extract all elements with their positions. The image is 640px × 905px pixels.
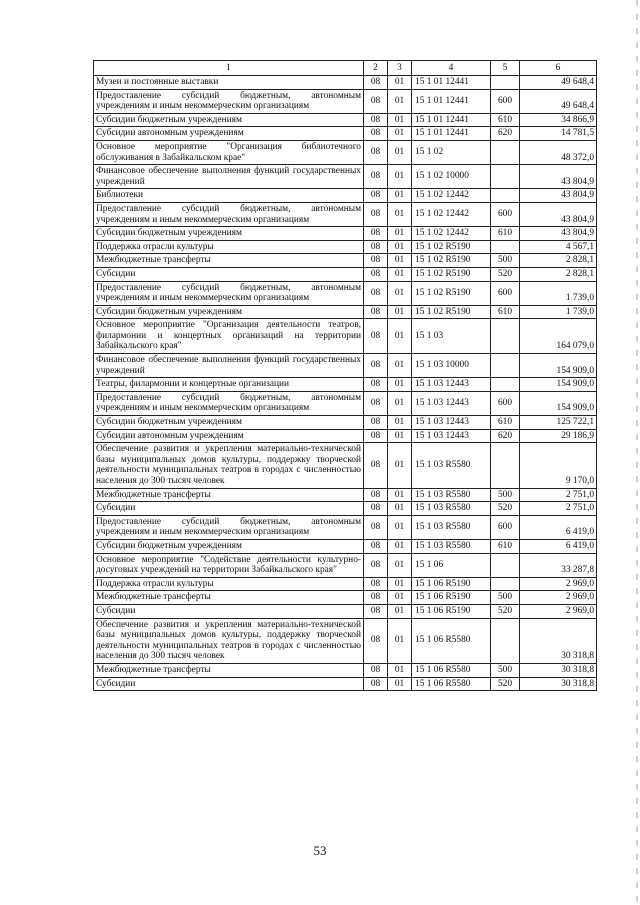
expense-type-cell (491, 240, 520, 254)
table-row (94, 267, 597, 281)
row-name-cell: Субсидии (94, 604, 364, 618)
expense-type-cell: 500 (491, 591, 520, 605)
subsection-code-cell: 01 (388, 378, 412, 392)
section-code-cell: 08 (364, 604, 388, 618)
target-article-cell: 15 1 02 R5190 (412, 281, 491, 305)
table-row (94, 591, 597, 605)
row-name-cell: Библиотеки (94, 189, 364, 203)
amount-cell: 30 318,8 (520, 618, 597, 663)
row-name-cell: Предоставление субсидий бюджетным, автономным учреждениям и иным некоммерческим организациям (94, 515, 364, 539)
target-article-cell: 15 1 02 10000 (412, 165, 491, 189)
subsection-code-cell: 01 (388, 189, 412, 203)
target-article-cell: 15 1 03 R5580 (412, 443, 491, 488)
table-row (94, 618, 597, 663)
table-row (94, 281, 597, 305)
row-name-cell: Финансовое обеспечение выполнения функций государственных учреждений (94, 165, 364, 189)
section-code-cell: 08 (364, 76, 388, 90)
expense-type-cell: 610 (491, 227, 520, 241)
target-article-cell: 15 1 02 R5190 (412, 240, 491, 254)
target-article-cell: 15 1 06 R5580 (412, 663, 491, 677)
table-row (94, 165, 597, 189)
amount-cell: 2 828,1 (520, 267, 597, 281)
subsection-code-cell: 01 (388, 354, 412, 378)
expense-type-cell: 500 (491, 254, 520, 268)
subsection-code-cell: 01 (388, 618, 412, 663)
table-row (94, 378, 597, 392)
expense-type-cell (491, 378, 520, 392)
row-name-cell: Межбюджетные трансферты (94, 488, 364, 502)
expense-type-cell (491, 76, 520, 90)
expense-type-cell: 610 (491, 416, 520, 430)
table-row (94, 227, 597, 241)
subsection-code-cell: 01 (388, 539, 412, 553)
table-row (94, 189, 597, 203)
target-article-cell: 15 1 02 12442 (412, 227, 491, 241)
amount-cell: 2 751,0 (520, 502, 597, 516)
section-code-cell: 08 (364, 443, 388, 488)
row-name-cell: Межбюджетные трансферты (94, 591, 364, 605)
section-code-cell: 08 (364, 227, 388, 241)
subsection-code-cell: 01 (388, 591, 412, 605)
amount-cell: 154 909,0 (520, 391, 597, 415)
target-article-cell: 15 1 03 10000 (412, 354, 491, 378)
table-row (94, 577, 597, 591)
subsection-code-cell: 01 (388, 488, 412, 502)
table-row (94, 539, 597, 553)
subsection-code-cell: 01 (388, 677, 412, 691)
amount-cell: 29 186,9 (520, 429, 597, 443)
expense-type-cell (491, 319, 520, 354)
subsection-code-cell: 01 (388, 254, 412, 268)
target-article-cell: 15 1 06 R5580 (412, 618, 491, 663)
table-row (94, 240, 597, 254)
table-row (94, 89, 597, 113)
row-name-cell: Предоставление субсидий бюджетным, автономным учреждениям и иным некоммерческим организациям (94, 202, 364, 226)
subsection-code-cell: 01 (388, 663, 412, 677)
expense-type-cell: 610 (491, 113, 520, 127)
amount-cell: 2 969,0 (520, 604, 597, 618)
amount-cell: 154 909,0 (520, 378, 597, 392)
target-article-cell: 15 1 03 12443 (412, 429, 491, 443)
expense-type-cell (491, 618, 520, 663)
section-code-cell: 08 (364, 140, 388, 164)
column-header: 4 (412, 61, 491, 76)
subsection-code-cell: 01 (388, 391, 412, 415)
expense-type-cell: 610 (491, 305, 520, 319)
section-code-cell: 08 (364, 677, 388, 691)
row-name-cell: Поддержка отрасли культуры (94, 577, 364, 591)
row-name-cell: Предоставление субсидий бюджетным, автономным учреждениям и иным некоммерческим организациям (94, 89, 364, 113)
row-name-cell: Субсидии автономным учреждениям (94, 429, 364, 443)
row-name-cell: Обеспечение развития и укрепления материально-технической базы муниципальных домов культуры, поддержку творческой деятельности муниципальных театров в городах с численностью населения до 300 тысяч человек (94, 443, 364, 488)
subsection-code-cell: 01 (388, 240, 412, 254)
row-name-cell: Субсидии бюджетным учреждениям (94, 113, 364, 127)
expense-type-cell: 520 (491, 604, 520, 618)
row-name-cell: Театры, филармонии и концертные организации (94, 378, 364, 392)
expense-type-cell: 600 (491, 515, 520, 539)
subsection-code-cell: 01 (388, 267, 412, 281)
amount-cell: 4 567,1 (520, 240, 597, 254)
expense-type-cell (491, 577, 520, 591)
section-code-cell: 08 (364, 254, 388, 268)
amount-cell: 9 170,0 (520, 443, 597, 488)
column-header: 6 (520, 61, 597, 76)
row-name-cell: Субсидии бюджетным учреждениям (94, 539, 364, 553)
section-code-cell: 08 (364, 113, 388, 127)
target-article-cell: 15 1 06 R5190 (412, 577, 491, 591)
expense-type-cell: 500 (491, 488, 520, 502)
section-code-cell: 08 (364, 354, 388, 378)
column-header: 5 (491, 61, 520, 76)
section-code-cell: 08 (364, 165, 388, 189)
amount-cell: 6 419,0 (520, 539, 597, 553)
section-code-cell: 08 (364, 189, 388, 203)
row-name-cell: Субсидии бюджетным учреждениям (94, 416, 364, 430)
amount-cell: 48 372,0 (520, 140, 597, 164)
target-article-cell: 15 1 01 12441 (412, 113, 491, 127)
expense-type-cell (491, 189, 520, 203)
amount-cell: 30 318,8 (520, 677, 597, 691)
amount-cell: 1 739,0 (520, 281, 597, 305)
target-article-cell: 15 1 06 R5190 (412, 591, 491, 605)
target-article-cell: 15 1 01 12441 (412, 89, 491, 113)
row-name-cell: Основное мероприятие "Содействие деятельности культурно-досуговых учреждений на территории Забайкальского края" (94, 553, 364, 577)
row-name-cell: Субсидии (94, 267, 364, 281)
column-header: 3 (388, 61, 412, 76)
page-number: 53 (313, 843, 327, 858)
row-name-cell: Межбюджетные трансферты (94, 254, 364, 268)
section-code-cell: 08 (364, 267, 388, 281)
column-header: 2 (364, 61, 388, 76)
table-row (94, 604, 597, 618)
subsection-code-cell: 01 (388, 76, 412, 90)
subsection-code-cell: 01 (388, 577, 412, 591)
table-row (94, 488, 597, 502)
amount-cell: 43 804,9 (520, 202, 597, 226)
table-row (94, 677, 597, 691)
expense-type-cell: 500 (491, 663, 520, 677)
target-article-cell: 15 1 02 12442 (412, 202, 491, 226)
expense-type-cell (491, 140, 520, 164)
row-name-cell: Предоставление субсидий бюджетным, автономным учреждениям и иным некоммерческим организациям (94, 281, 364, 305)
section-code-cell: 08 (364, 240, 388, 254)
target-article-cell: 15 1 02 R5190 (412, 254, 491, 268)
section-code-cell: 08 (364, 391, 388, 415)
subsection-code-cell: 01 (388, 165, 412, 189)
amount-cell: 2 828,1 (520, 254, 597, 268)
table-row (94, 127, 597, 141)
subsection-code-cell: 01 (388, 502, 412, 516)
table-row (94, 391, 597, 415)
amount-cell: 43 804,9 (520, 165, 597, 189)
table-row (94, 429, 597, 443)
subsection-code-cell: 01 (388, 604, 412, 618)
subsection-code-cell: 01 (388, 227, 412, 241)
column-header: 1 (94, 61, 364, 76)
row-name-cell: Субсидии бюджетным учреждениям (94, 305, 364, 319)
expense-type-cell (491, 165, 520, 189)
section-code-cell: 08 (364, 502, 388, 516)
expense-type-cell: 620 (491, 429, 520, 443)
subsection-code-cell: 01 (388, 319, 412, 354)
target-article-cell: 15 1 01 12441 (412, 127, 491, 141)
row-name-cell: Межбюджетные трансферты (94, 663, 364, 677)
target-article-cell: 15 1 03 R5580 (412, 502, 491, 516)
expense-type-cell: 600 (491, 202, 520, 226)
target-article-cell: 15 1 02 R5190 (412, 267, 491, 281)
target-article-cell: 15 1 02 12442 (412, 189, 491, 203)
expense-type-cell: 520 (491, 677, 520, 691)
section-code-cell: 08 (364, 319, 388, 354)
scan-edge-mark (636, 0, 638, 905)
row-name-cell: Предоставление субсидий бюджетным, автономным учреждениям и иным некоммерческим организациям (94, 391, 364, 415)
row-name-cell: Основное мероприятие "Организация библиотечного обслуживания в Забайкальском крае" (94, 140, 364, 164)
table-row (94, 416, 597, 430)
amount-cell: 1 739,0 (520, 305, 597, 319)
section-code-cell: 08 (364, 89, 388, 113)
target-article-cell: 15 1 03 12443 (412, 416, 491, 430)
amount-cell: 33 287,8 (520, 553, 597, 577)
table-row (94, 354, 597, 378)
amount-cell: 49 648,4 (520, 89, 597, 113)
target-article-cell: 15 1 03 R5580 (412, 539, 491, 553)
row-name-cell: Субсидии бюджетным учреждениям (94, 227, 364, 241)
amount-cell: 43 804,9 (520, 189, 597, 203)
subsection-code-cell: 01 (388, 553, 412, 577)
expense-type-cell: 520 (491, 267, 520, 281)
table-row (94, 553, 597, 577)
row-name-cell: Основное мероприятие "Организация деятельности театров, филармонии и концертных организаций на территории Забайкальского края" (94, 319, 364, 354)
target-article-cell: 15 1 02 (412, 140, 491, 164)
section-code-cell: 08 (364, 553, 388, 577)
expense-type-cell: 600 (491, 281, 520, 305)
row-name-cell: Субсидии (94, 502, 364, 516)
row-name-cell: Финансовое обеспечение выполнения функций государственных учреждений (94, 354, 364, 378)
target-article-cell: 15 1 06 R5190 (412, 604, 491, 618)
row-name-cell: Субсидии (94, 677, 364, 691)
section-code-cell: 08 (364, 618, 388, 663)
target-article-cell: 15 1 06 R5580 (412, 677, 491, 691)
section-code-cell: 08 (364, 281, 388, 305)
section-code-cell: 08 (364, 488, 388, 502)
subsection-code-cell: 01 (388, 127, 412, 141)
amount-cell: 2 969,0 (520, 577, 597, 591)
table-row (94, 502, 597, 516)
amount-cell: 154 909,0 (520, 354, 597, 378)
table-row (94, 443, 597, 488)
section-code-cell: 08 (364, 202, 388, 226)
amount-cell: 30 318,8 (520, 663, 597, 677)
row-name-cell: Музеи и постоянные выставки (94, 76, 364, 90)
subsection-code-cell: 01 (388, 140, 412, 164)
expense-type-cell: 600 (491, 391, 520, 415)
section-code-cell: 08 (364, 515, 388, 539)
expense-type-cell (491, 443, 520, 488)
row-name-cell: Обеспечение развития и укрепления материально-технической базы муниципальных домов культуры, поддержку творческой деятельности муниципальных театров в городах с численностью населения до 300 тысяч человек (94, 618, 364, 663)
subsection-code-cell: 01 (388, 443, 412, 488)
row-name-cell: Поддержка отрасли культуры (94, 240, 364, 254)
section-code-cell: 08 (364, 416, 388, 430)
target-article-cell: 15 1 03 12443 (412, 378, 491, 392)
table-row (94, 202, 597, 226)
target-article-cell: 15 1 03 (412, 319, 491, 354)
expense-type-cell (491, 553, 520, 577)
section-code-cell: 08 (364, 539, 388, 553)
amount-cell: 49 648,4 (520, 76, 597, 90)
section-code-cell: 08 (364, 663, 388, 677)
target-article-cell: 15 1 03 R5580 (412, 488, 491, 502)
expense-type-cell (491, 354, 520, 378)
target-article-cell: 15 1 03 R5580 (412, 515, 491, 539)
section-code-cell: 08 (364, 378, 388, 392)
amount-cell: 2 969,0 (520, 591, 597, 605)
section-code-cell: 08 (364, 127, 388, 141)
amount-cell: 14 781,5 (520, 127, 597, 141)
table-row (94, 319, 597, 354)
expense-type-cell: 520 (491, 502, 520, 516)
table-header-row (94, 61, 597, 76)
target-article-cell: 15 1 01 12441 (412, 76, 491, 90)
table-row (94, 305, 597, 319)
target-article-cell: 15 1 02 R5190 (412, 305, 491, 319)
amount-cell: 164 079,0 (520, 319, 597, 354)
section-code-cell: 08 (364, 591, 388, 605)
subsection-code-cell: 01 (388, 305, 412, 319)
table-row (94, 113, 597, 127)
table-row (94, 663, 597, 677)
section-code-cell: 08 (364, 305, 388, 319)
budget-table (93, 60, 597, 691)
target-article-cell: 15 1 03 12443 (412, 391, 491, 415)
subsection-code-cell: 01 (388, 202, 412, 226)
subsection-code-cell: 01 (388, 429, 412, 443)
section-code-cell: 08 (364, 429, 388, 443)
expense-type-cell: 600 (491, 89, 520, 113)
subsection-code-cell: 01 (388, 281, 412, 305)
table-row (94, 254, 597, 268)
row-name-cell: Субсидии автономным учреждениям (94, 127, 364, 141)
expense-type-cell: 610 (491, 539, 520, 553)
amount-cell: 2 751,0 (520, 488, 597, 502)
subsection-code-cell: 01 (388, 515, 412, 539)
amount-cell: 43 804,9 (520, 227, 597, 241)
subsection-code-cell: 01 (388, 416, 412, 430)
target-article-cell: 15 1 06 (412, 553, 491, 577)
amount-cell: 6 419,0 (520, 515, 597, 539)
table-row (94, 140, 597, 164)
section-code-cell: 08 (364, 577, 388, 591)
amount-cell: 34 866,9 (520, 113, 597, 127)
expense-type-cell: 620 (491, 127, 520, 141)
amount-cell: 125 722,1 (520, 416, 597, 430)
subsection-code-cell: 01 (388, 89, 412, 113)
table-row (94, 76, 597, 90)
table-row (94, 515, 597, 539)
subsection-code-cell: 01 (388, 113, 412, 127)
